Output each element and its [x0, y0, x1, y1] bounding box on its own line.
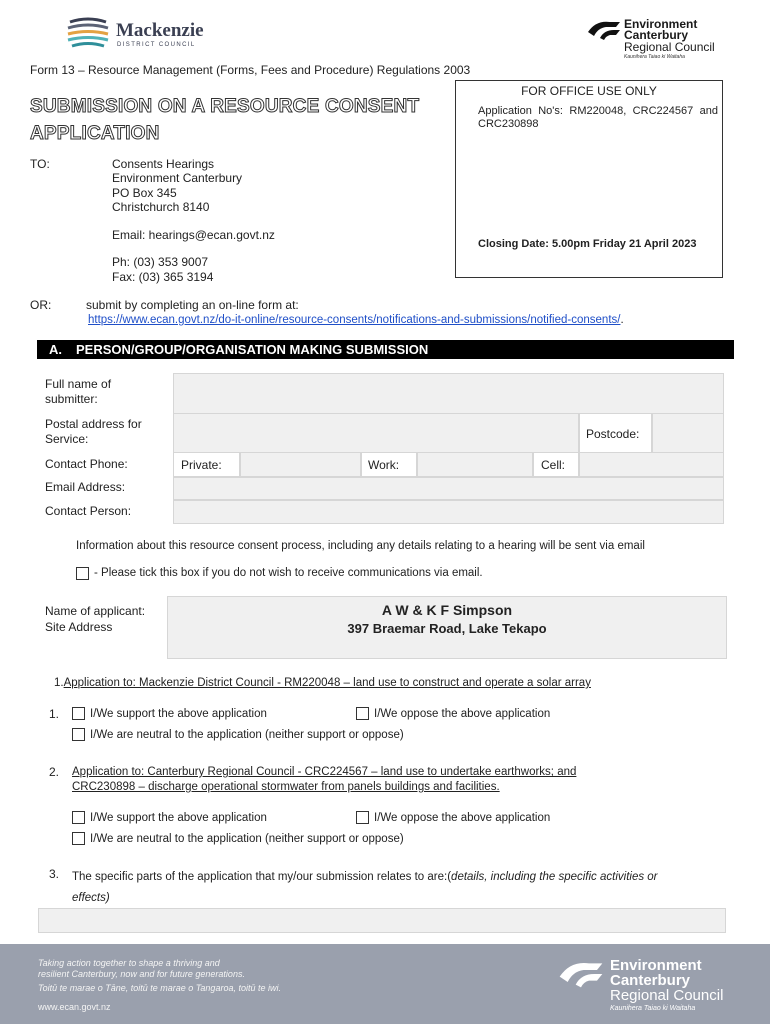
cell-label-cell: [533, 452, 579, 477]
to-email: Email: hearings@ecan.govt.nz: [112, 228, 275, 243]
mackenzie-logo: [66, 14, 236, 54]
postal-label-l1: Postal address for: [45, 417, 142, 431]
ecan-line4: Kaunihera Taiao ki Waitaha: [624, 54, 685, 60]
title-line1: SUBMISSION ON A RESOURCE CONSENT: [30, 96, 420, 117]
full-name-input[interactable]: [173, 373, 724, 414]
footer-line1: Taking action together to shape a thriving and: [38, 958, 220, 968]
contact-phone-label: Contact Phone:: [45, 457, 128, 471]
email-label: Email Address:: [45, 480, 126, 494]
q3-text: [72, 867, 737, 909]
or-text: submit by completing an on-line form at:: [86, 298, 299, 312]
q2-number: 2.: [49, 765, 60, 779]
q1-oppose-checkbox[interactable]: [356, 707, 369, 720]
office-applications: Application No's: RM220048, CRC224567 and CRC230898: [478, 105, 718, 130]
ecan-emblem-icon: [586, 18, 622, 42]
q2-neutral-checkbox[interactable]: [72, 832, 85, 845]
or-block: [86, 298, 624, 328]
footer-website: www.ecan.govt.nz: [38, 1002, 111, 1012]
footer-line3: Toitū te marae o Tāne, toitū te marae o Tangaroa, toitū te iwi.: [38, 983, 281, 993]
to-phone: Ph: (03) 353 9007: [112, 255, 209, 270]
section-a-header: [37, 340, 734, 359]
or-label: OR:: [30, 298, 52, 312]
mackenzie-waves-icon: [66, 16, 110, 50]
postcode-input[interactable]: [652, 413, 724, 453]
q1-neutral-checkbox[interactable]: [72, 728, 85, 741]
email-optout-text: - Please tick this box if you do not wish to receive communications via email.: [94, 567, 483, 579]
link-suffix: .: [620, 314, 624, 326]
email-input[interactable]: [173, 477, 724, 500]
contact-person-input[interactable]: [173, 500, 724, 524]
postal-label-l2: Service:: [45, 432, 89, 446]
q1-number: 1.: [49, 707, 60, 721]
to-label: TO:: [30, 157, 50, 171]
page-title: [30, 93, 450, 147]
work-label: Work:: [368, 458, 400, 472]
form-reference: Form 13 – Resource Management (Forms, Fees and Procedure) Regulations 2003: [30, 63, 471, 77]
q3-details-input[interactable]: [38, 908, 726, 933]
to-address: [112, 157, 275, 284]
app1-heading: [54, 676, 591, 691]
q2-heading-l2: CRC230898 – discharge operational stormwater from panels buildings and facilities.: [72, 781, 500, 793]
online-form-link[interactable]: https://www.ecan.govt.nz/do-it-online/resource-consents/notifications-and-submissions/notified-consents/: [88, 314, 621, 326]
info-text: Information about this resource consent process, including any details relating to a hearing will be sent via email: [76, 540, 645, 552]
ecan-line2: Canterbury: [624, 28, 689, 42]
q2-support-checkbox[interactable]: [72, 811, 85, 824]
q2-support-label: I/We support the above application: [90, 812, 267, 824]
private-label-cell: [173, 452, 240, 477]
page-footer: [0, 944, 770, 1024]
app1-heading-num: 1.: [54, 677, 64, 689]
q3-text-main: The specific parts of the application that my/our submission relates to are:(: [72, 871, 452, 883]
q3-text-italic2: effects): [72, 892, 110, 904]
q2-neutral-label: I/We are neutral to the application (neither support or oppose): [90, 833, 404, 845]
q1-support-label: I/We support the above application: [90, 708, 267, 720]
applicant-name-label: Name of applicant:: [45, 604, 146, 618]
office-heading: FOR OFFICE USE ONLY: [521, 84, 657, 98]
office-closing-date: Closing Date: 5.00pm Friday 21 April 2023: [478, 238, 697, 250]
cell-phone-input[interactable]: [579, 452, 724, 477]
applicant-box: [167, 596, 727, 659]
contact-person-label: Contact Person:: [45, 504, 132, 518]
to-line2: Environment Canterbury: [112, 171, 243, 186]
ecan-line3: Regional Council: [624, 40, 715, 54]
footer-ecan-line3: Regional Council: [610, 987, 724, 1004]
to-line1: Consents Hearings: [112, 157, 215, 171]
private-label: Private:: [181, 458, 222, 472]
footer-ecan-line2: Canterbury: [610, 972, 691, 989]
ecan-logo: [586, 16, 726, 62]
postal-label: [45, 417, 142, 447]
q2-heading-l1: Application to: Canterbury Regional Council - CRC224567 – land use to undertake earthworks; and: [72, 766, 577, 778]
q2-oppose-checkbox[interactable]: [356, 811, 369, 824]
private-phone-input[interactable]: [240, 452, 361, 477]
site-address-label: Site Address: [45, 620, 113, 634]
site-address: 397 Braemar Road, Lake Tekapo: [347, 621, 547, 636]
q3-text-italic1: details, including the specific activities or: [451, 871, 658, 883]
q1-neutral-label: I/We are neutral to the application (neither support or oppose): [90, 729, 404, 741]
mackenzie-sub: DISTRICT COUNCIL: [117, 42, 196, 48]
work-label-cell: [361, 452, 417, 477]
to-line4: Christchurch 8140: [112, 199, 210, 214]
title-line2: APPLICATION: [30, 123, 160, 144]
section-a-title: PERSON/GROUP/ORGANISATION MAKING SUBMISSION: [76, 342, 429, 357]
footer-line2: resilient Canterbury, now and for future generations.: [38, 969, 245, 979]
postcode-label-cell: [579, 413, 652, 453]
full-name-label: [45, 377, 111, 407]
office-use-box: [455, 80, 723, 278]
mackenzie-name: Mackenzie: [116, 20, 204, 41]
footer-ecan-logo: [610, 958, 723, 1014]
ecan-line1: Environment: [624, 17, 698, 31]
footer-ecan-line4: Kaunihera Taiao ki Waitaha: [610, 1005, 696, 1012]
footer-ecan-line1: Environment: [610, 957, 702, 974]
email-optout-checkbox[interactable]: [76, 567, 89, 580]
to-line3: PO Box 345: [112, 185, 177, 200]
postal-address-input[interactable]: [173, 413, 579, 453]
q1-support-checkbox[interactable]: [72, 707, 85, 720]
full-name-label-l2: submitter:: [45, 392, 98, 406]
q3-number: 3.: [49, 867, 60, 881]
section-a-letter: A.: [49, 342, 62, 357]
cell-label: Cell:: [541, 458, 566, 472]
full-name-label-l1: Full name of: [45, 377, 112, 391]
app1-heading-text: Application to: Mackenzie District Council - RM220048 – land use to construct and operate a solar array: [63, 677, 591, 689]
applicant-name: A W & K F Simpson: [381, 602, 513, 618]
postcode-label: Postcode:: [586, 427, 640, 441]
q1-oppose-label: I/We oppose the above application: [374, 708, 551, 720]
q2-heading: [72, 765, 576, 795]
work-phone-input[interactable]: [417, 452, 533, 477]
q2-oppose-label: I/We oppose the above application: [374, 812, 551, 824]
footer-ecan-emblem-icon: [556, 958, 606, 990]
to-fax: Fax: (03) 365 3194: [112, 269, 214, 284]
